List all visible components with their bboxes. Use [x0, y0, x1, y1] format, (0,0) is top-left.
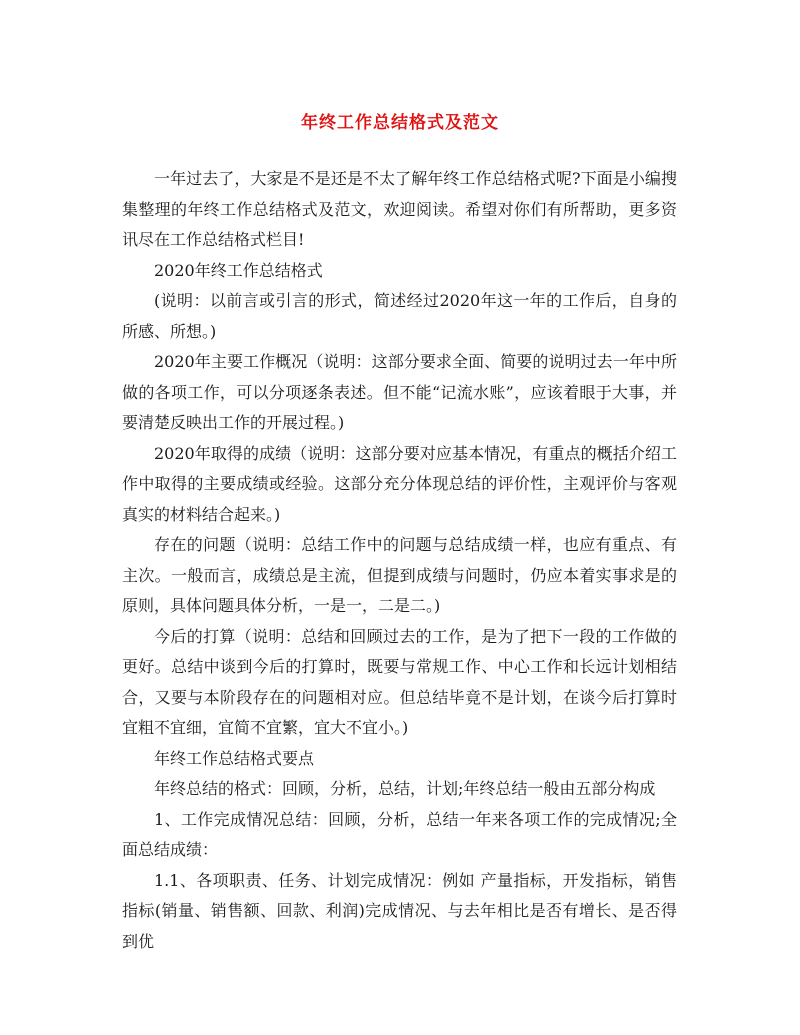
- heading-format: 2020年终工作总结格式: [154, 260, 323, 280]
- paragraph-section-1-1: 1.1、各项职责、任务、计划完成情况：例如 产量指标，开发指标，销售指标(销量、销售额、回款、利润)完成情况、与去年相比是否有增长、是否得到优: [122, 870, 677, 951]
- paragraph-future-plans: 今后的打算（说明：总结和回顾过去的工作，是为了把下一段的工作做的更好。总结中谈到今后的打算时，既要与常规工作、中心工作和长远计划相结合，又要与本阶段存在的问题相对应。但总结毕竟不是计划，在谈今后打算时宜粗不宜细，宜简不宜繁，宜大不宜小。): [122, 626, 677, 737]
- document-body: [122, 164, 677, 957]
- paragraph-work-overview: 2020年主要工作概况（说明：这部分要求全面、简要的说明过去一年中所做的各项工作，可以分项逐条表述。但不能“记流水账”，应该着眼于大事，并要清楚反映出工作的开展过程。): [122, 352, 677, 432]
- paragraph-intro: 一年过去了，大家是不是还是不太了解年终工作总结格式呢?下面是小编搜集整理的年终工作总结格式及范文，欢迎阅读。希望对你们有所帮助，更多资讯尽在工作总结格式栏目!: [122, 169, 677, 249]
- document-title: 年终工作总结格式及范文: [301, 113, 499, 133]
- paragraph-section-1: 1、工作完成情况总结：回顾，分析，总结一年来各项工作的完成情况;全面总结成绩：: [122, 809, 677, 859]
- paragraph-preface-note: (说明：以前言或引言的形式，简述经过2020年这一年的工作后，自身的所感、所想。): [122, 291, 677, 341]
- paragraph-format-structure: 年终总结的格式：回顾，分析，总结，计划;年终总结一般由五部分构成: [154, 779, 656, 798]
- paragraph-problems: 存在的问题（说明：总结工作中的问题与总结成绩一样，也应有重点、有主次。一般而言，成绩总是主流，但提到成绩与问题时，仍应本着实事求是的原则，具体问题具体分析，一是一，二是二。): [122, 535, 677, 615]
- heading-format-points: 年终工作总结格式要点: [154, 748, 315, 768]
- paragraph-achievements: 2020年取得的成绩（说明：这部分要对应基本情况，有重点的概括介绍工作中取得的主要成绩或经验。这部分充分体现总结的评价性，主观评价与客观真实的材料结合起来。): [122, 443, 677, 524]
